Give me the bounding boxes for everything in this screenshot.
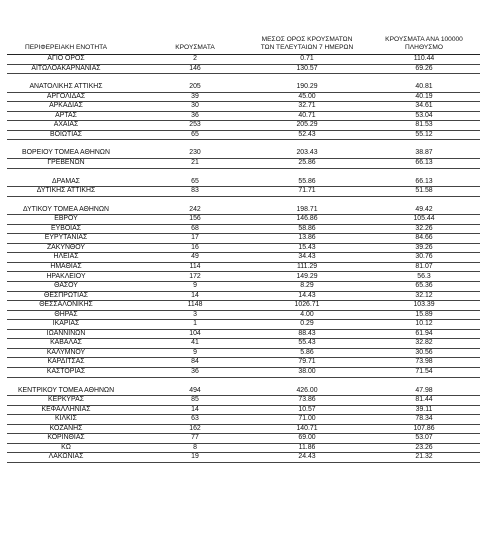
table-row xyxy=(7,244,480,254)
per-100k-cell: 15.89 xyxy=(415,310,433,318)
table-row xyxy=(7,292,480,302)
cases-cell: 1148 xyxy=(187,301,203,309)
region-cell: ΕΥΡΥΤΑΝΙΑΣ xyxy=(44,234,88,242)
per-100k-cell: 23.26 xyxy=(415,443,433,451)
per-100k-cell: 65.36 xyxy=(415,282,433,289)
cases-cell: 114 xyxy=(189,262,201,270)
region-cell: ΚΑΡΔΙΤΣΑΣ xyxy=(47,358,85,366)
cases-cell: 205 xyxy=(189,83,201,91)
per-100k-cell: 56.3 xyxy=(417,272,431,280)
avg-7d-cell: 0.29 xyxy=(300,320,314,328)
cases-cell: 16 xyxy=(191,243,199,251)
avg-7d-cell: 149.29 xyxy=(296,272,318,280)
table-row xyxy=(7,65,480,75)
cases-cell: 3 xyxy=(193,310,197,318)
avg-7d-cell: 8.29 xyxy=(300,282,314,289)
region-cell: ΚΩ xyxy=(61,443,71,451)
table-row xyxy=(7,215,480,225)
cases-cell: 77 xyxy=(191,434,199,442)
cases-cell: 41 xyxy=(191,339,199,347)
per-100k-cell: 81.44 xyxy=(415,396,433,404)
cases-cell: 83 xyxy=(191,187,199,195)
table-row xyxy=(7,396,480,406)
region-cell: ΘΗΡΑΣ xyxy=(54,310,78,318)
cases-cell: 156 xyxy=(189,215,201,223)
avg-7d-cell: 71.00 xyxy=(298,415,316,423)
per-100k-cell: 71.54 xyxy=(415,368,433,375)
table-row xyxy=(7,225,480,235)
table-row xyxy=(7,206,480,216)
per-100k-cell: 61.94 xyxy=(415,329,433,337)
region-cell: ΘΕΣΣΑΛΟΝΙΚΗΣ xyxy=(39,301,93,309)
cases-cell: 36 xyxy=(191,368,199,375)
per-100k-cell: 32.12 xyxy=(415,291,433,299)
per-100k-cell: 53.07 xyxy=(415,434,433,442)
cases-cell: 68 xyxy=(191,224,199,232)
avg-7d-cell: 40.71 xyxy=(298,111,316,119)
per-100k-cell: 81.07 xyxy=(415,262,433,270)
per-100k-cell: 10.12 xyxy=(415,320,433,328)
per-100k-cell: 32.82 xyxy=(415,339,433,347)
per-100k-cell: 40.19 xyxy=(415,92,433,100)
cases-cell: 14 xyxy=(191,405,199,413)
per-100k-cell: 39.26 xyxy=(415,243,433,251)
cases-cell: 1 xyxy=(193,320,197,328)
per-100k-cell: 30.56 xyxy=(415,348,433,356)
cases-cell: 253 xyxy=(189,121,201,129)
avg-7d-cell: 190.29 xyxy=(296,83,318,91)
per-100k-cell: 103.39 xyxy=(413,301,435,309)
avg-7d-cell: 4.00 xyxy=(300,310,314,318)
table-row xyxy=(7,149,480,159)
cases-cell: 230 xyxy=(189,149,201,157)
per-100k-cell: 30.76 xyxy=(415,253,433,261)
avg-7d-cell: 198.71 xyxy=(296,205,318,213)
table-row xyxy=(7,444,480,454)
region-cell: ΕΥΒΟΙΑΣ xyxy=(51,224,81,232)
per-100k-cell: 81.53 xyxy=(415,121,433,129)
region-cell: ΚΑΛΥΜΝΟΥ xyxy=(46,348,86,356)
table-row xyxy=(7,83,480,93)
region-cell: ΘΑΣΟΥ xyxy=(54,282,78,289)
cases-cell: 2 xyxy=(193,55,197,62)
cases-cell: 36 xyxy=(191,111,199,119)
per-100k-cell: 49.42 xyxy=(415,205,433,213)
per-100k-cell: 107.86 xyxy=(413,424,435,432)
cases-cell: 9 xyxy=(193,348,197,356)
region-cell: ΗΜΑΘΙΑΣ xyxy=(50,262,82,270)
table-row xyxy=(7,178,480,188)
table-row xyxy=(7,453,480,463)
per-100k-cell: 40.81 xyxy=(415,83,433,91)
avg-7d-cell: 45.00 xyxy=(298,92,316,100)
per-100k-cell: 39.11 xyxy=(415,405,433,413)
region-cell: ΑΓΙΟ ΟΡΟΣ xyxy=(47,55,85,62)
region-cell: ΔΥΤΙΚΟΥ ΤΟΜΕΑ ΑΘΗΝΩΝ xyxy=(22,205,109,213)
cases-cell: 49 xyxy=(191,253,199,261)
region-cell: ΑΙΤΩΛΟΑΚΑΡΝΑΝΙΑΣ xyxy=(31,64,101,72)
cases-cell: 63 xyxy=(191,415,199,423)
table-row xyxy=(7,263,480,273)
per-100k-cell: 66.13 xyxy=(415,159,433,166)
table-row xyxy=(7,368,480,378)
region-cell: ΘΕΣΠΡΩΤΙΑΣ xyxy=(44,291,88,299)
table-row xyxy=(7,102,480,112)
per-100k-cell: 110.44 xyxy=(413,55,435,62)
per-100k-cell: 69.26 xyxy=(415,64,433,72)
cases-cell: 162 xyxy=(189,424,201,432)
region-cell: ΗΡΑΚΛΕΙΟΥ xyxy=(46,272,86,280)
avg-7d-cell: 73.86 xyxy=(298,396,316,404)
per-100k-cell: 32.26 xyxy=(415,224,433,232)
cases-cell: 65 xyxy=(191,130,199,138)
cases-cell: 494 xyxy=(189,386,201,394)
cases-cell: 8 xyxy=(193,443,197,451)
table-row xyxy=(7,273,480,283)
per-100k-cell: 105.44 xyxy=(413,215,435,223)
region-cell: ΑΡΚΑΔΙΑΣ xyxy=(49,102,83,110)
table-row xyxy=(7,93,480,103)
table-row xyxy=(7,301,480,311)
avg-7d-cell: 15.43 xyxy=(298,243,316,251)
avg-7d-cell: 79.71 xyxy=(298,358,316,366)
region-cell: ΑΡΤΑΣ xyxy=(55,111,77,119)
avg-7d-cell: 58.86 xyxy=(298,224,316,232)
per-100k-cell: 84.66 xyxy=(415,234,433,242)
per-100k-cell: 51.58 xyxy=(415,187,433,195)
region-cell: ΔΥΤΙΚΗΣ ΑΤΤΙΚΗΣ xyxy=(36,187,96,195)
table-row xyxy=(7,234,480,244)
avg-7d-cell: 71.71 xyxy=(298,187,316,195)
cases-cell: 84 xyxy=(191,358,199,366)
per-100k-cell: 21.32 xyxy=(415,453,433,461)
region-cell: ΚΟΡΙΝΘΙΑΣ xyxy=(47,434,85,442)
table-row xyxy=(7,358,480,368)
cases-cell: 30 xyxy=(191,102,199,110)
avg-7d-cell: 13.86 xyxy=(298,234,316,242)
table-row xyxy=(7,187,480,197)
avg-7d-cell: 130.57 xyxy=(296,64,318,72)
avg-7d-cell: 38.00 xyxy=(298,368,316,375)
region-cell: ΚΕΦΑΛΛΗΝΙΑΣ xyxy=(41,405,91,413)
table-row xyxy=(7,253,480,263)
avg-7d-cell: 10.57 xyxy=(298,405,316,413)
region-cell: ΑΧΑΪΑΣ xyxy=(53,121,79,129)
table-row xyxy=(7,55,480,65)
avg-7d-cell: 426.00 xyxy=(296,386,318,394)
table-row xyxy=(7,112,480,122)
region-cell: ΓΡΕΒΕΝΩΝ xyxy=(47,159,85,166)
avg-7d-cell: 5.86 xyxy=(300,348,314,356)
avg-7d-cell: 34.43 xyxy=(298,253,316,261)
avg-7d-cell: 205.29 xyxy=(296,121,318,129)
region-cell: ΒΟΡΕΙΟΥ ΤΟΜΕΑ ΑΘΗΝΩΝ xyxy=(22,149,110,157)
region-cell: ΚΙΛΚΙΣ xyxy=(55,415,77,423)
avg-7d-cell: 69.00 xyxy=(298,434,316,442)
header-region: ΠΕΡΙΦΕΡΕΙΑΚΗ ΕΝΟΤΗΤΑ xyxy=(24,44,108,51)
cases-cell: 21 xyxy=(191,159,199,166)
per-100k-cell: 38.87 xyxy=(415,149,433,157)
region-cell: ΚΕΡΚΥΡΑΣ xyxy=(48,396,84,404)
region-cell: ΚΑΒΑΛΑΣ xyxy=(50,339,82,347)
region-cell: ΖΑΚΥΝΘΟΥ xyxy=(46,243,86,251)
per-100k-cell: 66.13 xyxy=(415,177,433,185)
region-cell: ΙΚΑΡΙΑΣ xyxy=(52,320,80,328)
cases-cell: 39 xyxy=(191,92,199,100)
avg-7d-cell: 55.86 xyxy=(298,177,316,185)
per-100k-cell: 78.34 xyxy=(415,415,433,423)
header-avg-7d: ΜΕΣΟΣ ΟΡΟΣ ΚΡΟΥΣΜΑΤΩΝ ΤΩΝ ΤΕΛΕΥΤΑΙΩΝ 7 ΗΜΕΡΩΝ xyxy=(260,36,354,51)
avg-7d-cell: 14.43 xyxy=(298,291,316,299)
per-100k-cell: 55.12 xyxy=(415,130,433,138)
region-cell: ΕΒΡΟΥ xyxy=(54,215,78,223)
cases-cell: 65 xyxy=(191,177,199,185)
avg-7d-cell: 24.43 xyxy=(298,453,316,461)
table-row xyxy=(7,121,480,131)
table-row xyxy=(7,425,480,435)
avg-7d-cell: 140.71 xyxy=(296,424,318,432)
avg-7d-cell: 25.86 xyxy=(298,159,316,166)
avg-7d-cell: 146.86 xyxy=(296,215,318,223)
per-100k-cell: 34.61 xyxy=(415,102,433,110)
cases-cell: 17 xyxy=(191,234,199,242)
table-row xyxy=(7,159,480,169)
table-row xyxy=(7,320,480,330)
table-row xyxy=(7,387,480,397)
avg-7d-cell: 32.71 xyxy=(298,102,316,110)
table-row xyxy=(7,330,480,340)
avg-7d-cell: 88.43 xyxy=(298,329,316,337)
avg-7d-cell: 0.71 xyxy=(300,55,314,62)
table-row xyxy=(7,349,480,359)
region-cell: ΛΑΚΩΝΙΑΣ xyxy=(48,453,84,461)
table-row xyxy=(7,131,480,141)
cases-cell: 104 xyxy=(189,329,201,337)
avg-7d-cell: 52.43 xyxy=(298,130,316,138)
region-cell: ΗΛΕΙΑΣ xyxy=(53,253,79,261)
cases-cell: 9 xyxy=(193,282,197,289)
per-100k-cell: 53.04 xyxy=(415,111,433,119)
table-row xyxy=(7,339,480,349)
table-row xyxy=(7,415,480,425)
header-per-100k: ΚΡΟΥΣΜΑΤΑ ΑΝΑ 100000 ΠΛΗΘΥΣΜΟ xyxy=(385,36,463,51)
table-row xyxy=(7,282,480,292)
region-cell: ΚΕΝΤΡΙΚΟΥ ΤΟΜΕΑ ΑΘΗΝΩΝ xyxy=(17,386,115,394)
region-cell: ΒΟΙΩΤΙΑΣ xyxy=(49,130,82,138)
cases-cell: 85 xyxy=(191,396,199,404)
region-cell: ΚΑΣΤΟΡΙΑΣ xyxy=(46,368,86,375)
region-cell: ΑΡΓΟΛΙΔΑΣ xyxy=(46,92,86,100)
avg-7d-cell: 203.43 xyxy=(296,149,318,157)
avg-7d-cell: 55.43 xyxy=(298,339,316,347)
per-100k-cell: 73.98 xyxy=(415,358,433,366)
avg-7d-cell: 11.86 xyxy=(298,443,316,451)
cases-cell: 242 xyxy=(189,205,201,213)
header-cases: ΚΡΟΥΣΜΑΤΑ xyxy=(175,44,215,51)
cases-cell: 14 xyxy=(191,291,199,299)
cases-cell: 172 xyxy=(189,272,201,280)
cases-cell: 19 xyxy=(191,453,199,461)
table-row xyxy=(7,406,480,416)
avg-7d-cell: 111.29 xyxy=(296,262,318,270)
region-cell: ΚΟΖΑΝΗΣ xyxy=(49,424,83,432)
table-row xyxy=(7,311,480,321)
cases-cell: 146 xyxy=(189,64,201,72)
per-100k-cell: 47.98 xyxy=(415,386,433,394)
avg-7d-cell: 1026.71 xyxy=(294,301,320,309)
region-cell: ΑΝΑΤΟΛΙΚΗΣ ΑΤΤΙΚΗΣ xyxy=(29,83,103,91)
region-cell: ΙΩΑΝΝΙΝΩΝ xyxy=(46,329,86,337)
region-cell: ΔΡΑΜΑΣ xyxy=(52,177,80,185)
table-row xyxy=(7,434,480,444)
